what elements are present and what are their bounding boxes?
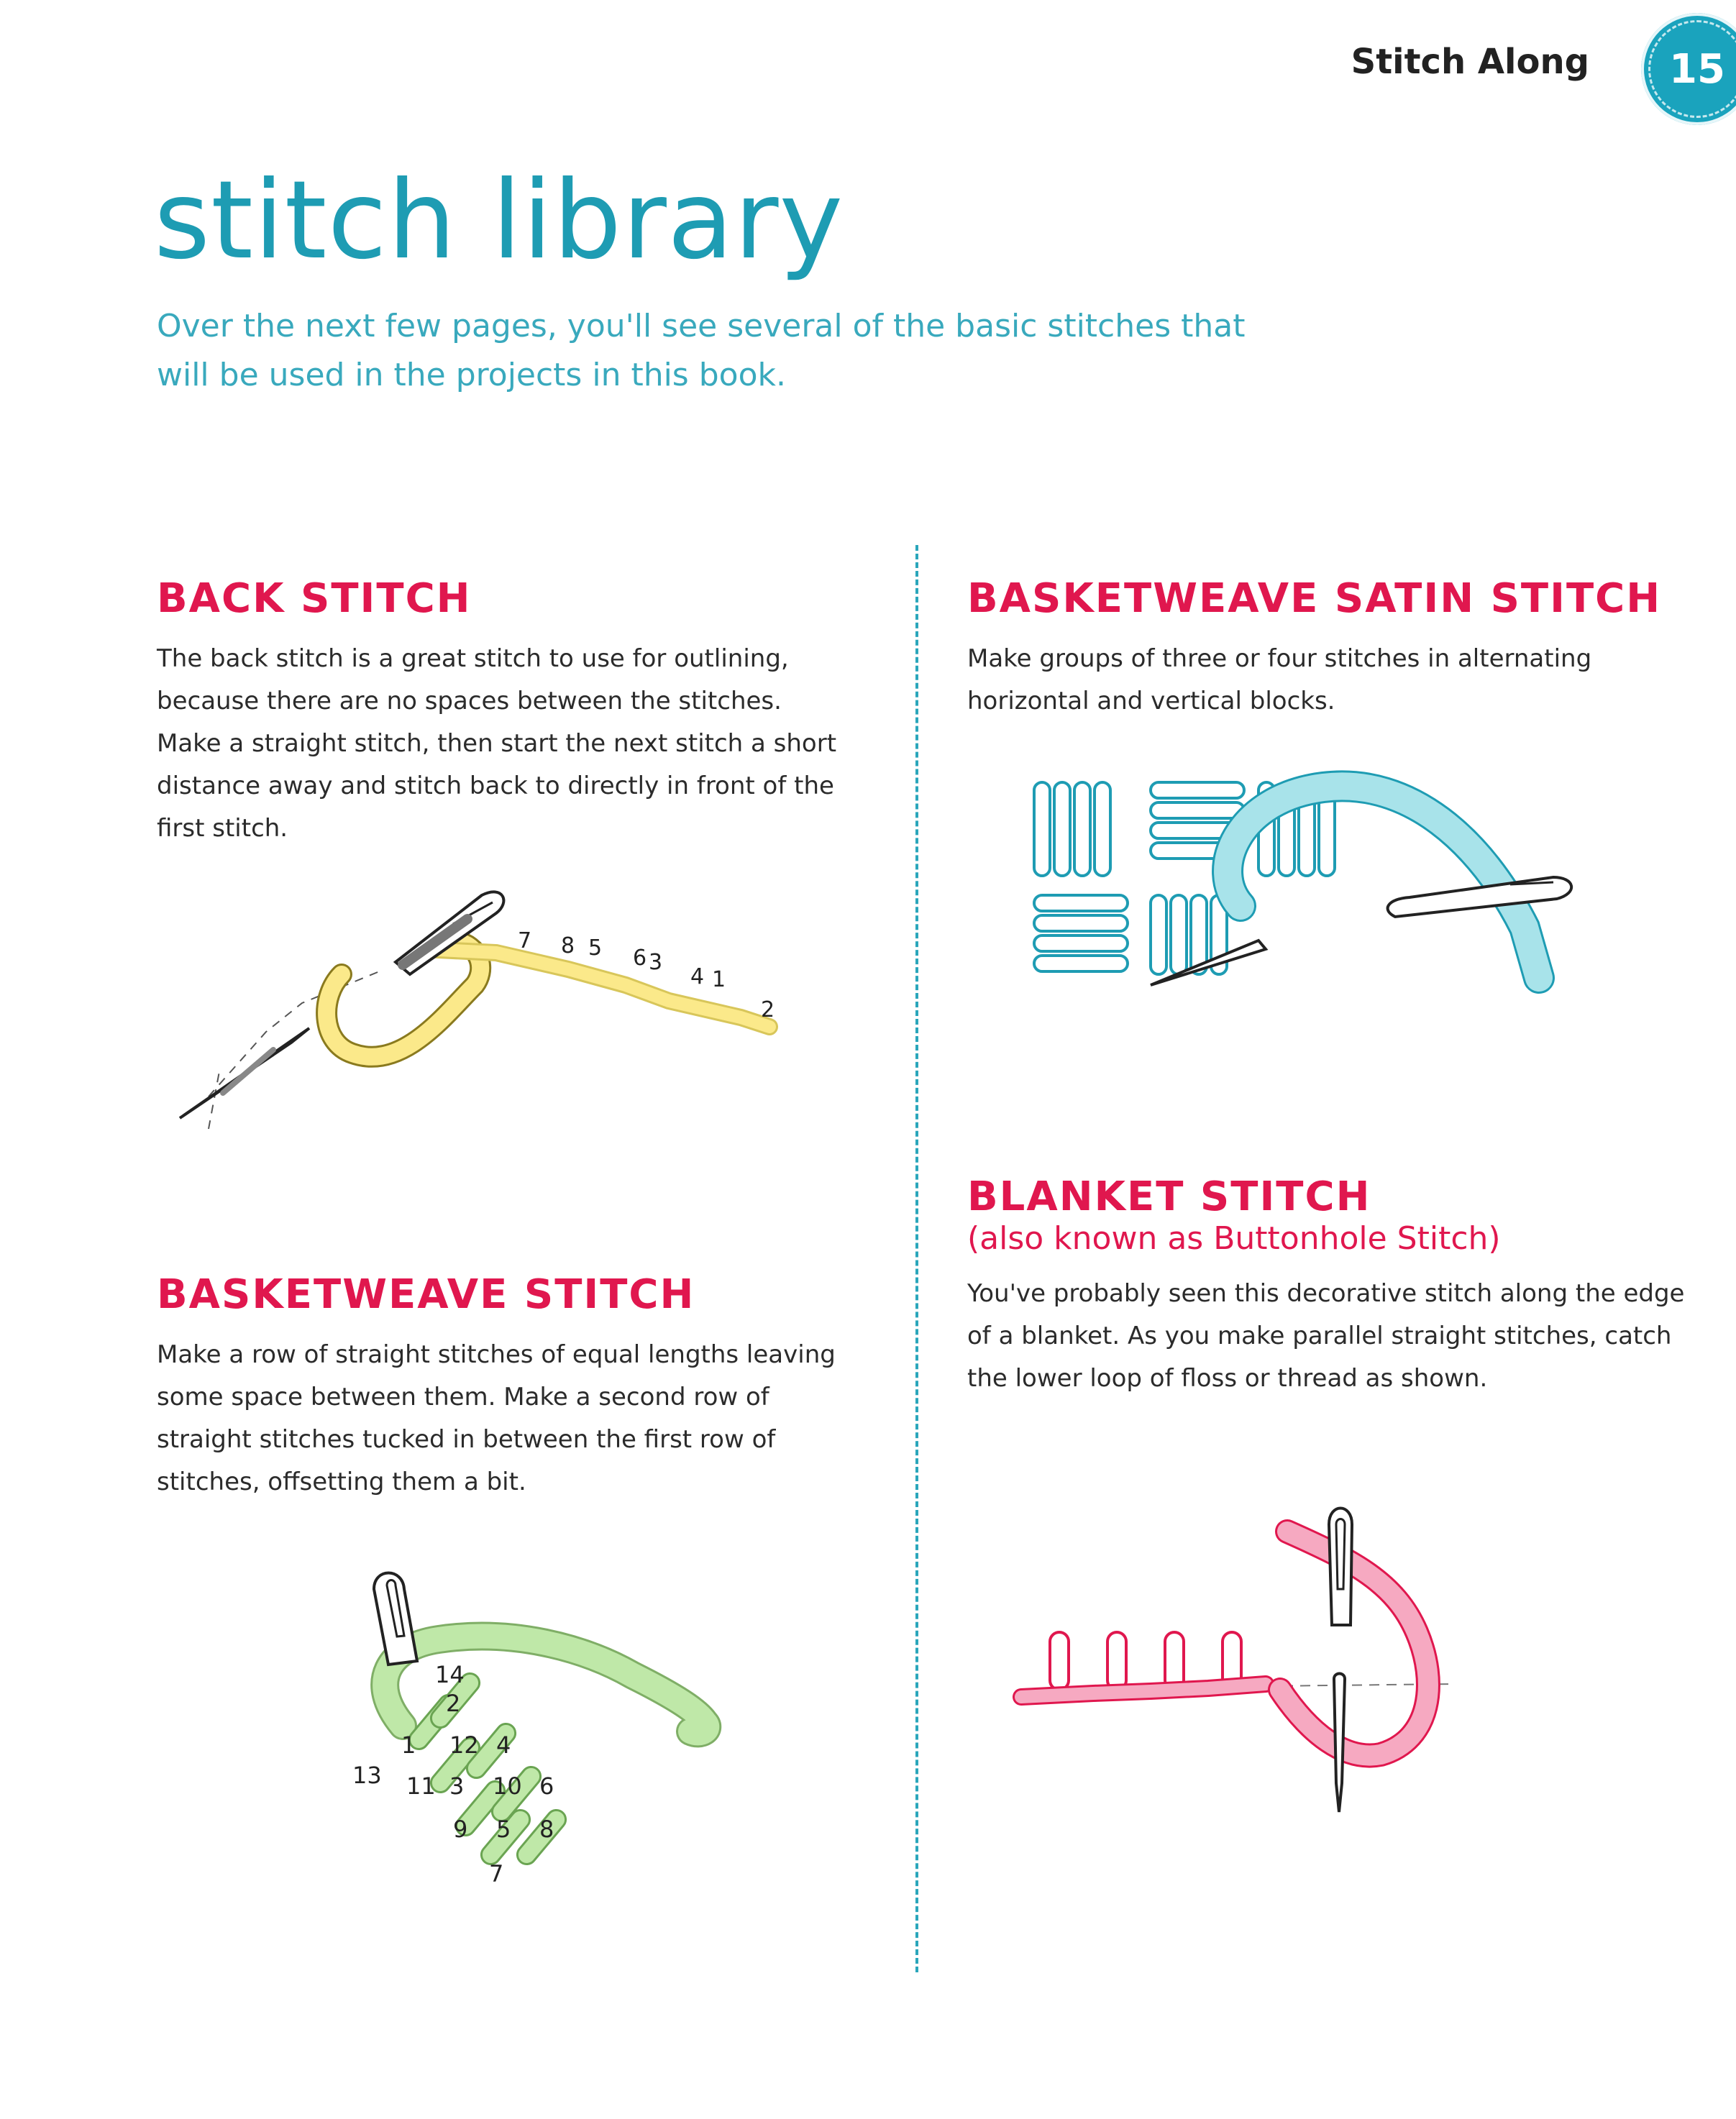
basketweave-stitch-illustration bbox=[338, 1567, 741, 1905]
back-stitch-body: The back stitch is a great stitch to use for outlining, because there are no spaces between the stitches. Make a straight stitch, then start the next stitch a short distance away and stitch back to directly in front of the first stitch. bbox=[157, 644, 837, 843]
label-11: 11 bbox=[406, 1772, 436, 1800]
page-number: 15 bbox=[1669, 45, 1725, 93]
label-6: 6 bbox=[539, 1772, 554, 1800]
label-4: 4 bbox=[690, 964, 705, 989]
label-7: 7 bbox=[518, 928, 532, 953]
label-5: 5 bbox=[588, 935, 603, 961]
back-stitch-section bbox=[157, 575, 847, 850]
basketweave-stitch-body: Make a row of straight stitches of equal lengths leaving some space between them. Make a second row of straight stitches tucked in between the first row of stitches, offsetting them a bit. bbox=[157, 1340, 836, 1496]
label-5: 5 bbox=[496, 1816, 511, 1843]
intro-text: Over the next few pages, you'll see several of the basic stitches that will be used in the projects in this book. bbox=[157, 308, 1246, 393]
label-10: 10 bbox=[493, 1772, 522, 1800]
blanket-stitch-illustration bbox=[1007, 1496, 1467, 1841]
label-13: 13 bbox=[352, 1762, 382, 1789]
blanket-stitch-section bbox=[967, 1173, 1694, 1400]
blanket-stitch-heading: BLANKET STITCH bbox=[967, 1173, 1371, 1220]
label-7: 7 bbox=[489, 1860, 504, 1887]
basketweave-needle bbox=[374, 1573, 417, 1665]
label-1: 1 bbox=[401, 1731, 416, 1759]
label-4: 4 bbox=[496, 1731, 511, 1759]
label-2: 2 bbox=[446, 1690, 461, 1717]
basketweave-satin-body: Make groups of three or four stitches in alternating horizontal and vertical blocks. bbox=[967, 644, 1592, 715]
basketweave-stitch-heading: BASKETWEAVE STITCH bbox=[157, 1271, 695, 1318]
blanket-stitch-body: You've probably seen this decorative stitch along the edge of a blanket. As you make parallel straight stitches, catch the lower loop of floss or thread as shown. bbox=[967, 1279, 1685, 1393]
label-2: 2 bbox=[761, 997, 775, 1022]
label-3: 3 bbox=[649, 950, 663, 975]
label-1: 1 bbox=[712, 967, 726, 992]
column-divider bbox=[915, 545, 918, 1972]
back-stitch-illustration bbox=[165, 834, 813, 1165]
label-3: 3 bbox=[449, 1772, 465, 1800]
basketweave-satin-section bbox=[967, 575, 1686, 723]
label-8: 8 bbox=[539, 1816, 554, 1843]
label-14: 14 bbox=[435, 1661, 465, 1688]
basketweave-stitch-section bbox=[157, 1271, 847, 1504]
label-8: 8 bbox=[561, 933, 575, 958]
back-stitch-heading: BACK STITCH bbox=[157, 575, 472, 622]
label-12: 12 bbox=[449, 1731, 479, 1759]
blanket-stitch-subheading: (also known as Buttonhole Stitch) bbox=[967, 1220, 1501, 1257]
label-6: 6 bbox=[633, 946, 647, 971]
basketweave-satin-heading: BASKETWEAVE SATIN STITCH bbox=[967, 575, 1662, 622]
page-number-badge bbox=[1641, 13, 1736, 125]
blanket-needle bbox=[1329, 1509, 1352, 1813]
label-9: 9 bbox=[453, 1816, 468, 1843]
basketweave-satin-illustration bbox=[1021, 769, 1596, 999]
page-title: stitch library bbox=[154, 158, 844, 283]
running-title: Stitch Along bbox=[1351, 42, 1589, 82]
